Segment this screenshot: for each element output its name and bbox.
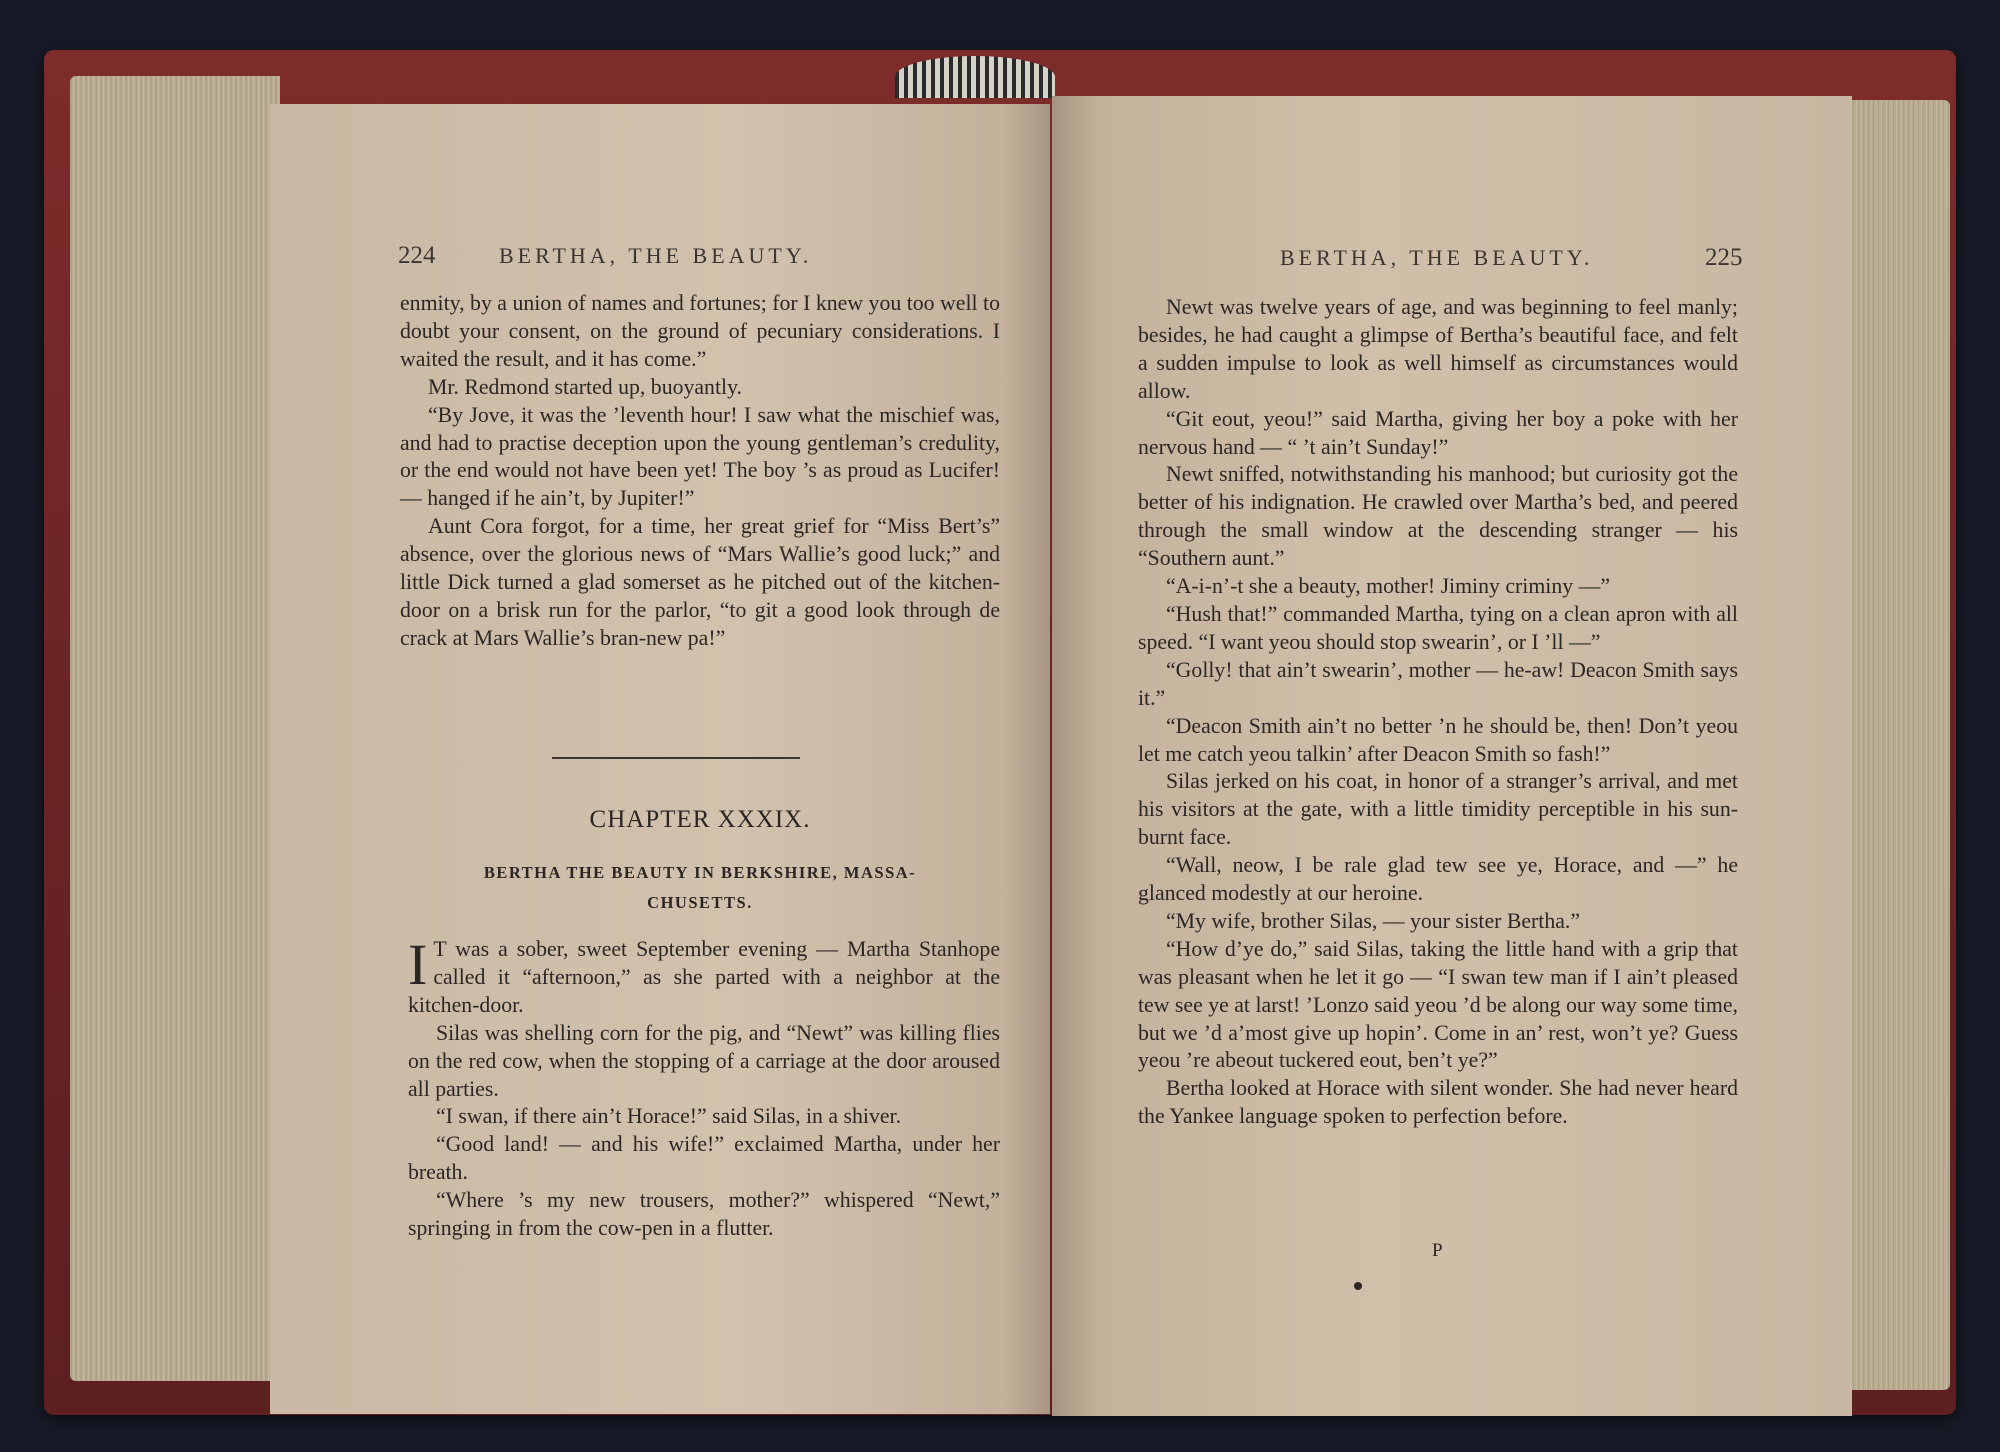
paragraph: enmity, by a union of names and fortunes; for I knew you too well to doubt your consent, on the ground of pecuniary considerations. I waited the result, and it has come.” bbox=[400, 291, 1000, 371]
paragraph: “By Jove, it was the ’leventh hour! I saw what the mischief was, and had to practise deception upon the young gentleman’s credulity, or the end would not have been yet! The boy ’s as proud as Lucifer! — hanged if he ain’t, by Jupiter!” bbox=[400, 402, 1000, 511]
opening-text: T was a sober, sweet September evening — Martha Stanhope called it “afternoon,” as she parted with a neighbor at the kitchen-door. bbox=[408, 937, 1000, 1017]
chapter-subtitle-line: BERTHA THE BEAUTY IN BERKSHIRE, MASSA- bbox=[483, 863, 917, 882]
paragraph: “Hush that!” commanded Martha, tying on a clean apron with all speed. “I want yeou should stop swearin’, or I ’ll —” bbox=[1138, 601, 1738, 654]
page-edges-left bbox=[70, 76, 280, 1381]
left-header bbox=[398, 242, 812, 270]
chapter-subtitle bbox=[400, 858, 1000, 918]
chapter-title: CHAPTER XXXIX. bbox=[589, 806, 811, 833]
spine-binding bbox=[895, 56, 1055, 98]
paragraph: Bertha looked at Horace with silent wonder. She had never heard the Yankee language spoken to perfection before. bbox=[1138, 1076, 1738, 1129]
right-page bbox=[1052, 96, 1852, 1416]
page-number: 224 bbox=[398, 242, 436, 269]
paragraph: “Where ’s my new trousers, mother?” whispered “Newt,” springing in from the cow-pen in a flutter. bbox=[408, 1188, 1000, 1241]
paragraph: “A-i-n’-t she a beauty, mother! Jiminy criminy —” bbox=[1166, 574, 1611, 599]
chapter-opening bbox=[408, 932, 1000, 1020]
running-head: BERTHA, THE BEAUTY. bbox=[1280, 245, 1594, 270]
paragraph: “How d’ye do,” said Silas, taking the little hand with a grip that was pleasant when he let it go — “I swan tew man if I ain’t pleased tew see ye at larst! ’Lonzo said yeou ’d be along our way some time, but we ’d a’most give up hopin’. Come in an’ rest, won’t ye? Guess yeou ’re abeout tuckered eout, ben’t ye?” bbox=[1138, 936, 1738, 1073]
left-text-bottom bbox=[408, 932, 1000, 1243]
left-text-top bbox=[400, 290, 1000, 653]
right-header bbox=[1280, 244, 1742, 272]
page-number: 225 bbox=[1704, 244, 1743, 271]
paragraph: “Good land! — and his wife!” exclaimed Martha, under her breath. bbox=[408, 1132, 1000, 1185]
section-rule bbox=[552, 757, 800, 759]
paragraph: “Deacon Smith ain’t no better ’n he should be, then! Don’t yeou let me catch yeou talkin’ after Deacon Smith so fash!” bbox=[1138, 713, 1738, 766]
right-text bbox=[1138, 294, 1738, 1131]
paragraph: Silas jerked on his coat, in honor of a stranger’s arrival, and met his visitors at the gate, with a little timidity perceptible in his sun-burnt face. bbox=[1138, 769, 1738, 850]
paragraph: “Wall, neow, I be rale glad tew see ye, Horace, and —” he glanced modestly at our heroine. bbox=[1138, 853, 1738, 906]
drop-cap: I bbox=[408, 932, 428, 997]
ink-spot bbox=[1354, 1282, 1362, 1290]
paragraph: “I swan, if there ain’t Horace!” said Silas, in a shiver. bbox=[436, 1104, 902, 1129]
chapter-subtitle-line: CHUSETTS. bbox=[647, 893, 753, 912]
running-head: BERTHA, THE BEAUTY. bbox=[499, 243, 813, 268]
paragraph: Mr. Redmond started up, buoyantly. bbox=[428, 374, 743, 399]
signature-mark: P bbox=[1432, 1240, 1443, 1261]
paragraph: Newt was twelve years of age, and was beginning to feel manly; besides, he had caught a glimpse of Bertha’s beautiful face, and felt a sudden impulse to look as well himself as circumstances would allow. bbox=[1138, 295, 1738, 403]
paragraph: Aunt Cora forgot, for a time, her great grief for “Miss Bert’s” absence, over the glorious news of “Mars Wallie’s good luck;” and little Dick turned a glad somerset as he pitched out of the kitchen-door on a brisk run for the parlor, “to git a good look through de crack at Mars Wallie’s bran-new pa!” bbox=[400, 514, 1000, 650]
paragraph: Silas was shelling corn for the pig, and “Newt” was killing flies on the red cow, when the stopping of a carriage at the door aroused all parties. bbox=[408, 1020, 1000, 1101]
paragraph: “Git eout, yeou!” said Martha, giving her boy a poke with her nervous hand — “ ’t ain’t Sunday!” bbox=[1138, 406, 1738, 459]
left-page bbox=[270, 104, 1050, 1414]
paragraph: “Golly! that ain’t swearin’, mother — he-aw! Deacon Smith says it.” bbox=[1138, 657, 1738, 710]
paragraph: “My wife, brother Silas, — your sister Bertha.” bbox=[1166, 908, 1581, 933]
paragraph: Newt sniffed, notwithstanding his manhood; but curiosity got the better of his indignation. He crawled over Martha’s bed, and peered through the small window at the descending stranger — his “Southern aunt.” bbox=[1138, 462, 1738, 571]
